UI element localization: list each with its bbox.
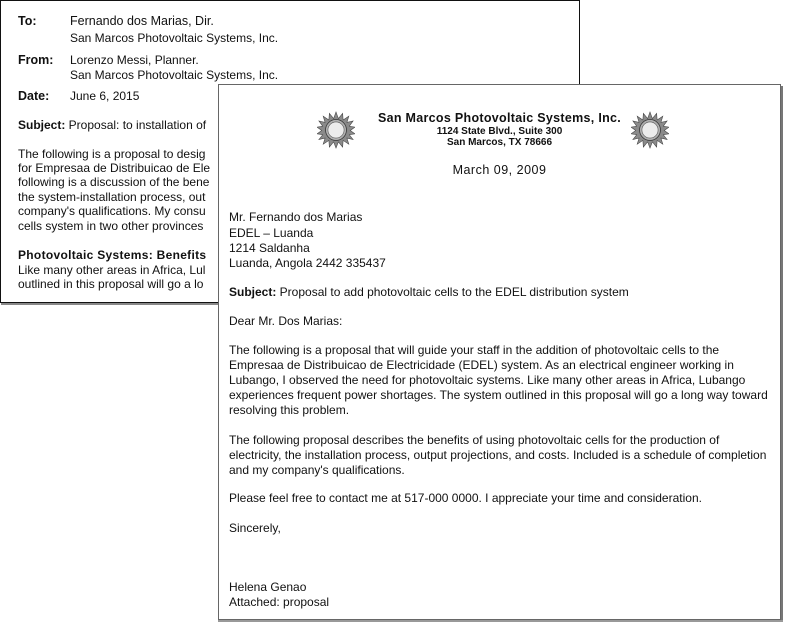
memo-section-heading: Photovoltaic Systems: Benefits bbox=[18, 248, 207, 262]
letter-paragraph: Please feel free to contact me at 517-000 0000. I appreciate your time and consideration. bbox=[229, 491, 702, 505]
enclosure-note: Attached: proposal bbox=[229, 595, 330, 609]
recipient-line: 1214 Saldanha bbox=[229, 241, 310, 255]
memo-subject bbox=[18, 118, 206, 132]
memo-section-line: Like many other areas in Africa, Lul bbox=[18, 263, 206, 277]
memo-section-line: outlined in this proposal will go a lo bbox=[18, 277, 204, 291]
letter-paragraph: The following proposal describes the benefits of using photovoltaic cells for the production of electricity, the installation process, output projections, and costs. Included is a schedule of completion and my company's qualifications. bbox=[229, 433, 767, 477]
memo-intro-line: cells system in two other provinces bbox=[18, 219, 204, 233]
memo-subject-value: Proposal: to installation of bbox=[65, 118, 207, 132]
letter-subject-value: Proposal to add photovoltaic cells to the EDEL distribution system bbox=[276, 285, 629, 299]
front-letter-document bbox=[218, 84, 781, 620]
memo-to-name: Fernando dos Marias, Dir. bbox=[70, 14, 214, 28]
closing: Sincerely, bbox=[229, 521, 281, 535]
letterhead-company: San Marcos Photovoltaic Systems, Inc. bbox=[377, 111, 622, 125]
memo-date-label: Date: bbox=[18, 89, 50, 103]
letter-subject-label: Subject: bbox=[229, 285, 277, 299]
recipient-line: Mr. Fernando dos Marias bbox=[229, 210, 363, 224]
letter-shadow-right bbox=[781, 86, 783, 622]
memo-intro-line: company's qualifications. My consu bbox=[18, 204, 206, 218]
memo-date-value: June 6, 2015 bbox=[70, 89, 140, 103]
letterhead-address-line1: 1124 State Blvd., Suite 300 bbox=[436, 126, 563, 137]
letter-date: March 09, 2009 bbox=[452, 163, 547, 177]
memo-intro-line: The following is a proposal to desig bbox=[18, 147, 206, 161]
memo-from-name: Lorenzo Messi, Planner. bbox=[70, 53, 199, 67]
letter-paragraph: The following is a proposal that will guide your staff in the addition of photovoltaic cells to the Empresaa de Distribuicao de Electricidade (EDEL) system. As an electrical engineer working in Lubango, I observed the need for photovoltaic systems. Like many other areas in Africa, Lubango experiences frequent power shortages. The system outlined in this proposal will go a long way toward resolving this problem. bbox=[229, 343, 768, 417]
memo-from-label: From: bbox=[18, 53, 54, 67]
memo-intro-line: following is a discussion of the bene bbox=[18, 175, 210, 189]
memo-to-company: San Marcos Photovoltaic Systems, Inc. bbox=[70, 31, 279, 45]
salutation: Dear Mr. Dos Marias: bbox=[229, 314, 343, 328]
recipient-line: EDEL – Luanda bbox=[229, 226, 314, 240]
memo-from-company: San Marcos Photovoltaic Systems, Inc. bbox=[70, 68, 279, 82]
letter-subject bbox=[229, 285, 629, 300]
memo-intro-line: for Empresaa de Distribuicao de Ele bbox=[18, 161, 211, 175]
letterhead-address-line2: San Marcos, TX 78666 bbox=[446, 137, 553, 148]
memo-intro-line: the system-installation process, out bbox=[18, 190, 206, 204]
letter-shadow-bottom bbox=[218, 620, 783, 622]
signer-name: Helena Genao bbox=[229, 580, 307, 594]
memo-subject-label: Subject: bbox=[18, 118, 66, 132]
recipient-line: Luanda, Angola 2442 335437 bbox=[229, 256, 386, 270]
memo-to-label: To: bbox=[18, 14, 37, 28]
